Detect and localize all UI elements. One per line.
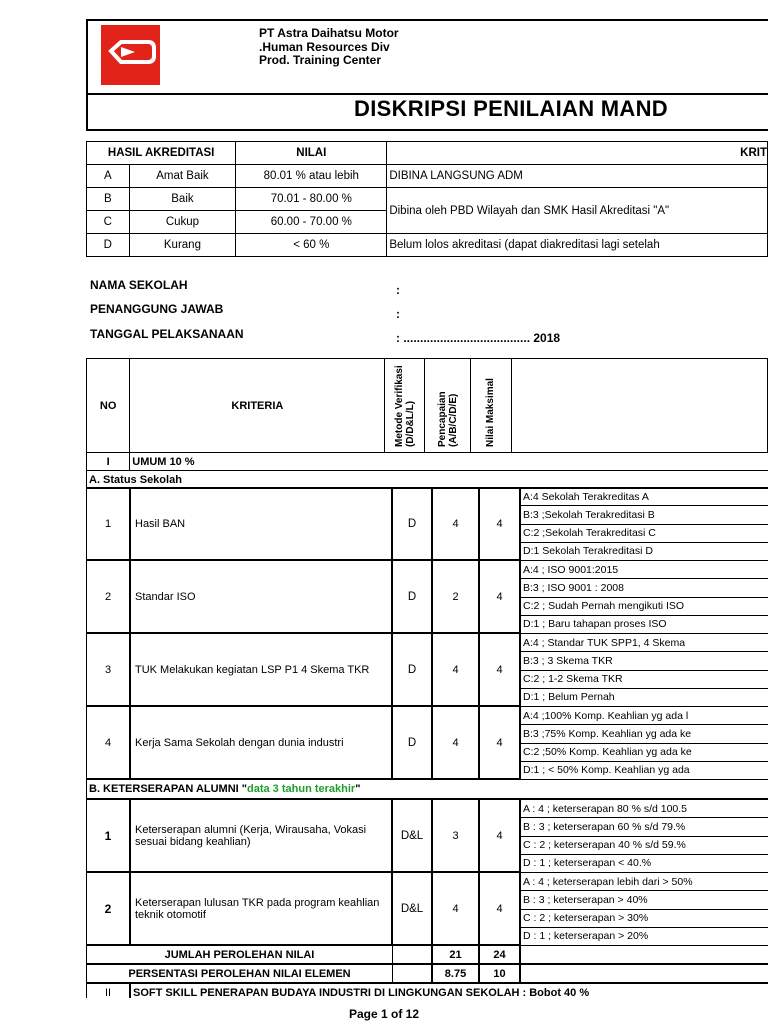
item-option: C:2 ;50% Komp. Keahlian yg ada ke bbox=[520, 743, 768, 762]
item-option: C:2 ;Sekolah Terakreditasi C bbox=[520, 524, 768, 543]
item-criteria: Hasil BAN bbox=[130, 487, 392, 560]
item-achievement: 4 bbox=[432, 872, 479, 945]
item-option: A:4 ; ISO 9001:2015 bbox=[520, 560, 768, 579]
date-value: : ...................................... 2018 bbox=[396, 331, 561, 345]
item-method: D bbox=[392, 560, 432, 633]
item-option: C : 2 ; keterserapan > 30% bbox=[520, 909, 768, 928]
item-option: D:1 ; Belum Pernah bbox=[520, 688, 768, 707]
header-achievement: Pencapaian (A/B/C/D/E) bbox=[436, 391, 459, 447]
item-no: 1 bbox=[86, 487, 130, 560]
item-option: B : 3 ; keterserapan 60 % s/d 79.% bbox=[520, 817, 768, 836]
header-divider bbox=[88, 93, 768, 95]
subsection-title-b bbox=[86, 779, 768, 799]
accreditation-header-row bbox=[87, 142, 768, 165]
document-title: DISKRIPSI PENILAIAN MAND bbox=[354, 96, 668, 121]
item-option: A : 4 ; keterserapan 80 % s/d 100.5 bbox=[520, 799, 768, 818]
percent-row-empty bbox=[392, 964, 432, 983]
item-no: 2 bbox=[86, 872, 130, 945]
header-max: Nilai Maksimal bbox=[485, 378, 497, 447]
item-method: D&L bbox=[392, 799, 432, 872]
percent-row-max: 10 bbox=[479, 964, 520, 983]
school-name-colon: : bbox=[396, 283, 400, 297]
item-max: 4 bbox=[479, 799, 520, 872]
header-description bbox=[511, 359, 767, 453]
item-option: A:4 ; Standar TUK SPP1, 4 Skema bbox=[520, 633, 768, 652]
total-row-label: JUMLAH PEROLEHAN NILAI bbox=[86, 945, 392, 964]
daihatsu-logo-icon bbox=[101, 25, 160, 85]
pic-label: PENANGGUNG JAWAB bbox=[90, 302, 224, 316]
item-option: D : 1 ; keterserapan > 20% bbox=[520, 927, 768, 946]
subsection-b-highlight: data 3 tahun terakhir bbox=[247, 783, 356, 795]
header-kriteria: KRIT bbox=[387, 142, 768, 165]
date-label: TANGGAL PELAKSANAAN bbox=[90, 327, 244, 341]
grade: A bbox=[87, 165, 130, 188]
item-option: A:4 ;100% Komp. Keahlian yg ada l bbox=[520, 706, 768, 725]
accreditation-row-d bbox=[87, 234, 768, 257]
grade: B bbox=[87, 188, 130, 211]
item-achievement: 4 bbox=[432, 487, 479, 560]
item-option: B:3 ;Sekolah Terakreditasi B bbox=[520, 505, 768, 524]
header-hasil-akreditasi: HASIL AKREDITASI bbox=[87, 142, 236, 165]
total-row-empty-desc bbox=[520, 945, 768, 964]
grade-label: Kurang bbox=[129, 234, 236, 257]
school-name-label: NAMA SEKOLAH bbox=[90, 278, 188, 292]
item-max: 4 bbox=[479, 487, 520, 560]
item-method: D bbox=[392, 487, 432, 560]
section-title: UMUM 10 % bbox=[130, 453, 768, 471]
company-division: .Human Resources Div bbox=[259, 39, 390, 54]
page-footer: Page 1 of 12 bbox=[348, 1007, 420, 1021]
total-row-empty bbox=[392, 945, 432, 964]
item-max: 4 bbox=[479, 560, 520, 633]
item-method: D bbox=[392, 633, 432, 706]
item-option: C : 2 ; keterserapan 40 % s/d 59.% bbox=[520, 836, 768, 855]
item-no: 2 bbox=[86, 560, 130, 633]
item-option: D:1 ; Baru tahapan proses ISO bbox=[520, 615, 768, 634]
percent-row-label: PERSENTASI PEROLEHAN NILAI ELEMEN bbox=[86, 964, 392, 983]
item-option: D:1 ; < 50% Komp. Keahlian yg ada bbox=[520, 761, 768, 780]
item-option: B : 3 ; keterserapan > 40% bbox=[520, 890, 768, 909]
table-header-row bbox=[87, 359, 768, 453]
accreditation-row-b bbox=[87, 188, 768, 211]
total-row-achievement: 21 bbox=[432, 945, 479, 964]
item-option: B:3 ;75% Komp. Keahlian yg ada ke bbox=[520, 724, 768, 743]
item-criteria: TUK Melakukan kegiatan LSP P1 4 Skema TKR bbox=[130, 633, 392, 706]
item-achievement: 4 bbox=[432, 706, 479, 779]
grade: C bbox=[87, 211, 130, 234]
item-achievement: 3 bbox=[432, 799, 479, 872]
item-achievement: 4 bbox=[432, 633, 479, 706]
grade-value: 80.01 % atau lebih bbox=[236, 165, 387, 188]
item-criteria: Kerja Sama Sekolah dengan dunia industri bbox=[130, 706, 392, 779]
section-ii-no: II bbox=[86, 983, 130, 1002]
item-method: D bbox=[392, 706, 432, 779]
accreditation-row-a bbox=[87, 165, 768, 188]
item-method: D&L bbox=[392, 872, 432, 945]
item-option: A:4 Sekolah Terakreditas A bbox=[520, 487, 768, 506]
grade-value: 70.01 - 80.00 % bbox=[236, 188, 387, 211]
grade-label: Cukup bbox=[129, 211, 236, 234]
grade-value: 60.00 - 70.00 % bbox=[236, 211, 387, 234]
item-max: 4 bbox=[479, 872, 520, 945]
item-max: 4 bbox=[479, 633, 520, 706]
section-ii-title: SOFT SKILL PENERAPAN BUDAYA INDUSTRI DI LINGKUNGAN SEKOLAH : Bobot 40 % bbox=[130, 983, 768, 1002]
item-option: A : 4 ; keterserapan lebih dari > 50% bbox=[520, 872, 768, 891]
subsection-b-prefix: B. KETERSERAPAN ALUMNI " bbox=[89, 783, 247, 795]
item-no: 4 bbox=[86, 706, 130, 779]
accreditation-table bbox=[86, 141, 768, 257]
item-option: D : 1 ; keterserapan < 40.% bbox=[520, 854, 768, 873]
company-department: Prod. Training Center bbox=[259, 53, 382, 67]
item-option: D:1 Sekolah Terakreditasi D bbox=[520, 542, 768, 561]
subsection-b-suffix: " bbox=[355, 783, 361, 795]
total-row-max: 24 bbox=[479, 945, 520, 964]
item-no: 3 bbox=[86, 633, 130, 706]
item-option: B:3 ; ISO 9001 : 2008 bbox=[520, 578, 768, 597]
subsection-row bbox=[87, 471, 768, 489]
assessment-table bbox=[86, 358, 768, 489]
percent-row-empty-desc bbox=[520, 964, 768, 983]
section-row bbox=[87, 453, 768, 471]
item-criteria: Keterserapan alumni (Kerja, Wirausaha, Vokasi sesuai bidang keahlian) bbox=[130, 799, 392, 872]
item-option: C:2 ; Sudah Pernah mengikuti ISO bbox=[520, 597, 768, 616]
item-no: 1 bbox=[86, 799, 130, 872]
header-criteria: KRITERIA bbox=[130, 359, 385, 453]
grade-criteria: DIBINA LANGSUNG ADM bbox=[387, 165, 768, 188]
percent-row-achievement: 8.75 bbox=[432, 964, 479, 983]
grade-label: Baik bbox=[129, 188, 236, 211]
company-info bbox=[259, 27, 399, 68]
company-name: PT Astra Daihatsu Motor bbox=[259, 26, 399, 40]
item-achievement: 2 bbox=[432, 560, 479, 633]
item-criteria: Standar ISO bbox=[130, 560, 392, 633]
item-option: C:2 ; 1-2 Skema TKR bbox=[520, 670, 768, 689]
item-criteria: Keterserapan lulusan TKR pada program keahlian teknik otomotif bbox=[130, 872, 392, 945]
header-nilai: NILAI bbox=[236, 142, 387, 165]
pic-colon: : bbox=[396, 307, 400, 321]
grade-criteria: Belum lolos akreditasi (dapat diakreditasi lagi setelah bbox=[387, 234, 768, 257]
grade-label: Amat Baik bbox=[129, 165, 236, 188]
item-max: 4 bbox=[479, 706, 520, 779]
grade-criteria: Dibina oleh PBD Wilayah dan SMK Hasil Akreditasi "A" bbox=[387, 188, 768, 234]
header-no: NO bbox=[87, 359, 130, 453]
grade-value: < 60 % bbox=[236, 234, 387, 257]
section-no: I bbox=[87, 453, 130, 471]
header-method: Metode Verifikasi (D/D&L/L) bbox=[393, 365, 416, 447]
subsection-title: A. Status Sekolah bbox=[87, 471, 768, 489]
item-option: B:3 ; 3 Skema TKR bbox=[520, 651, 768, 670]
grade: D bbox=[87, 234, 130, 257]
